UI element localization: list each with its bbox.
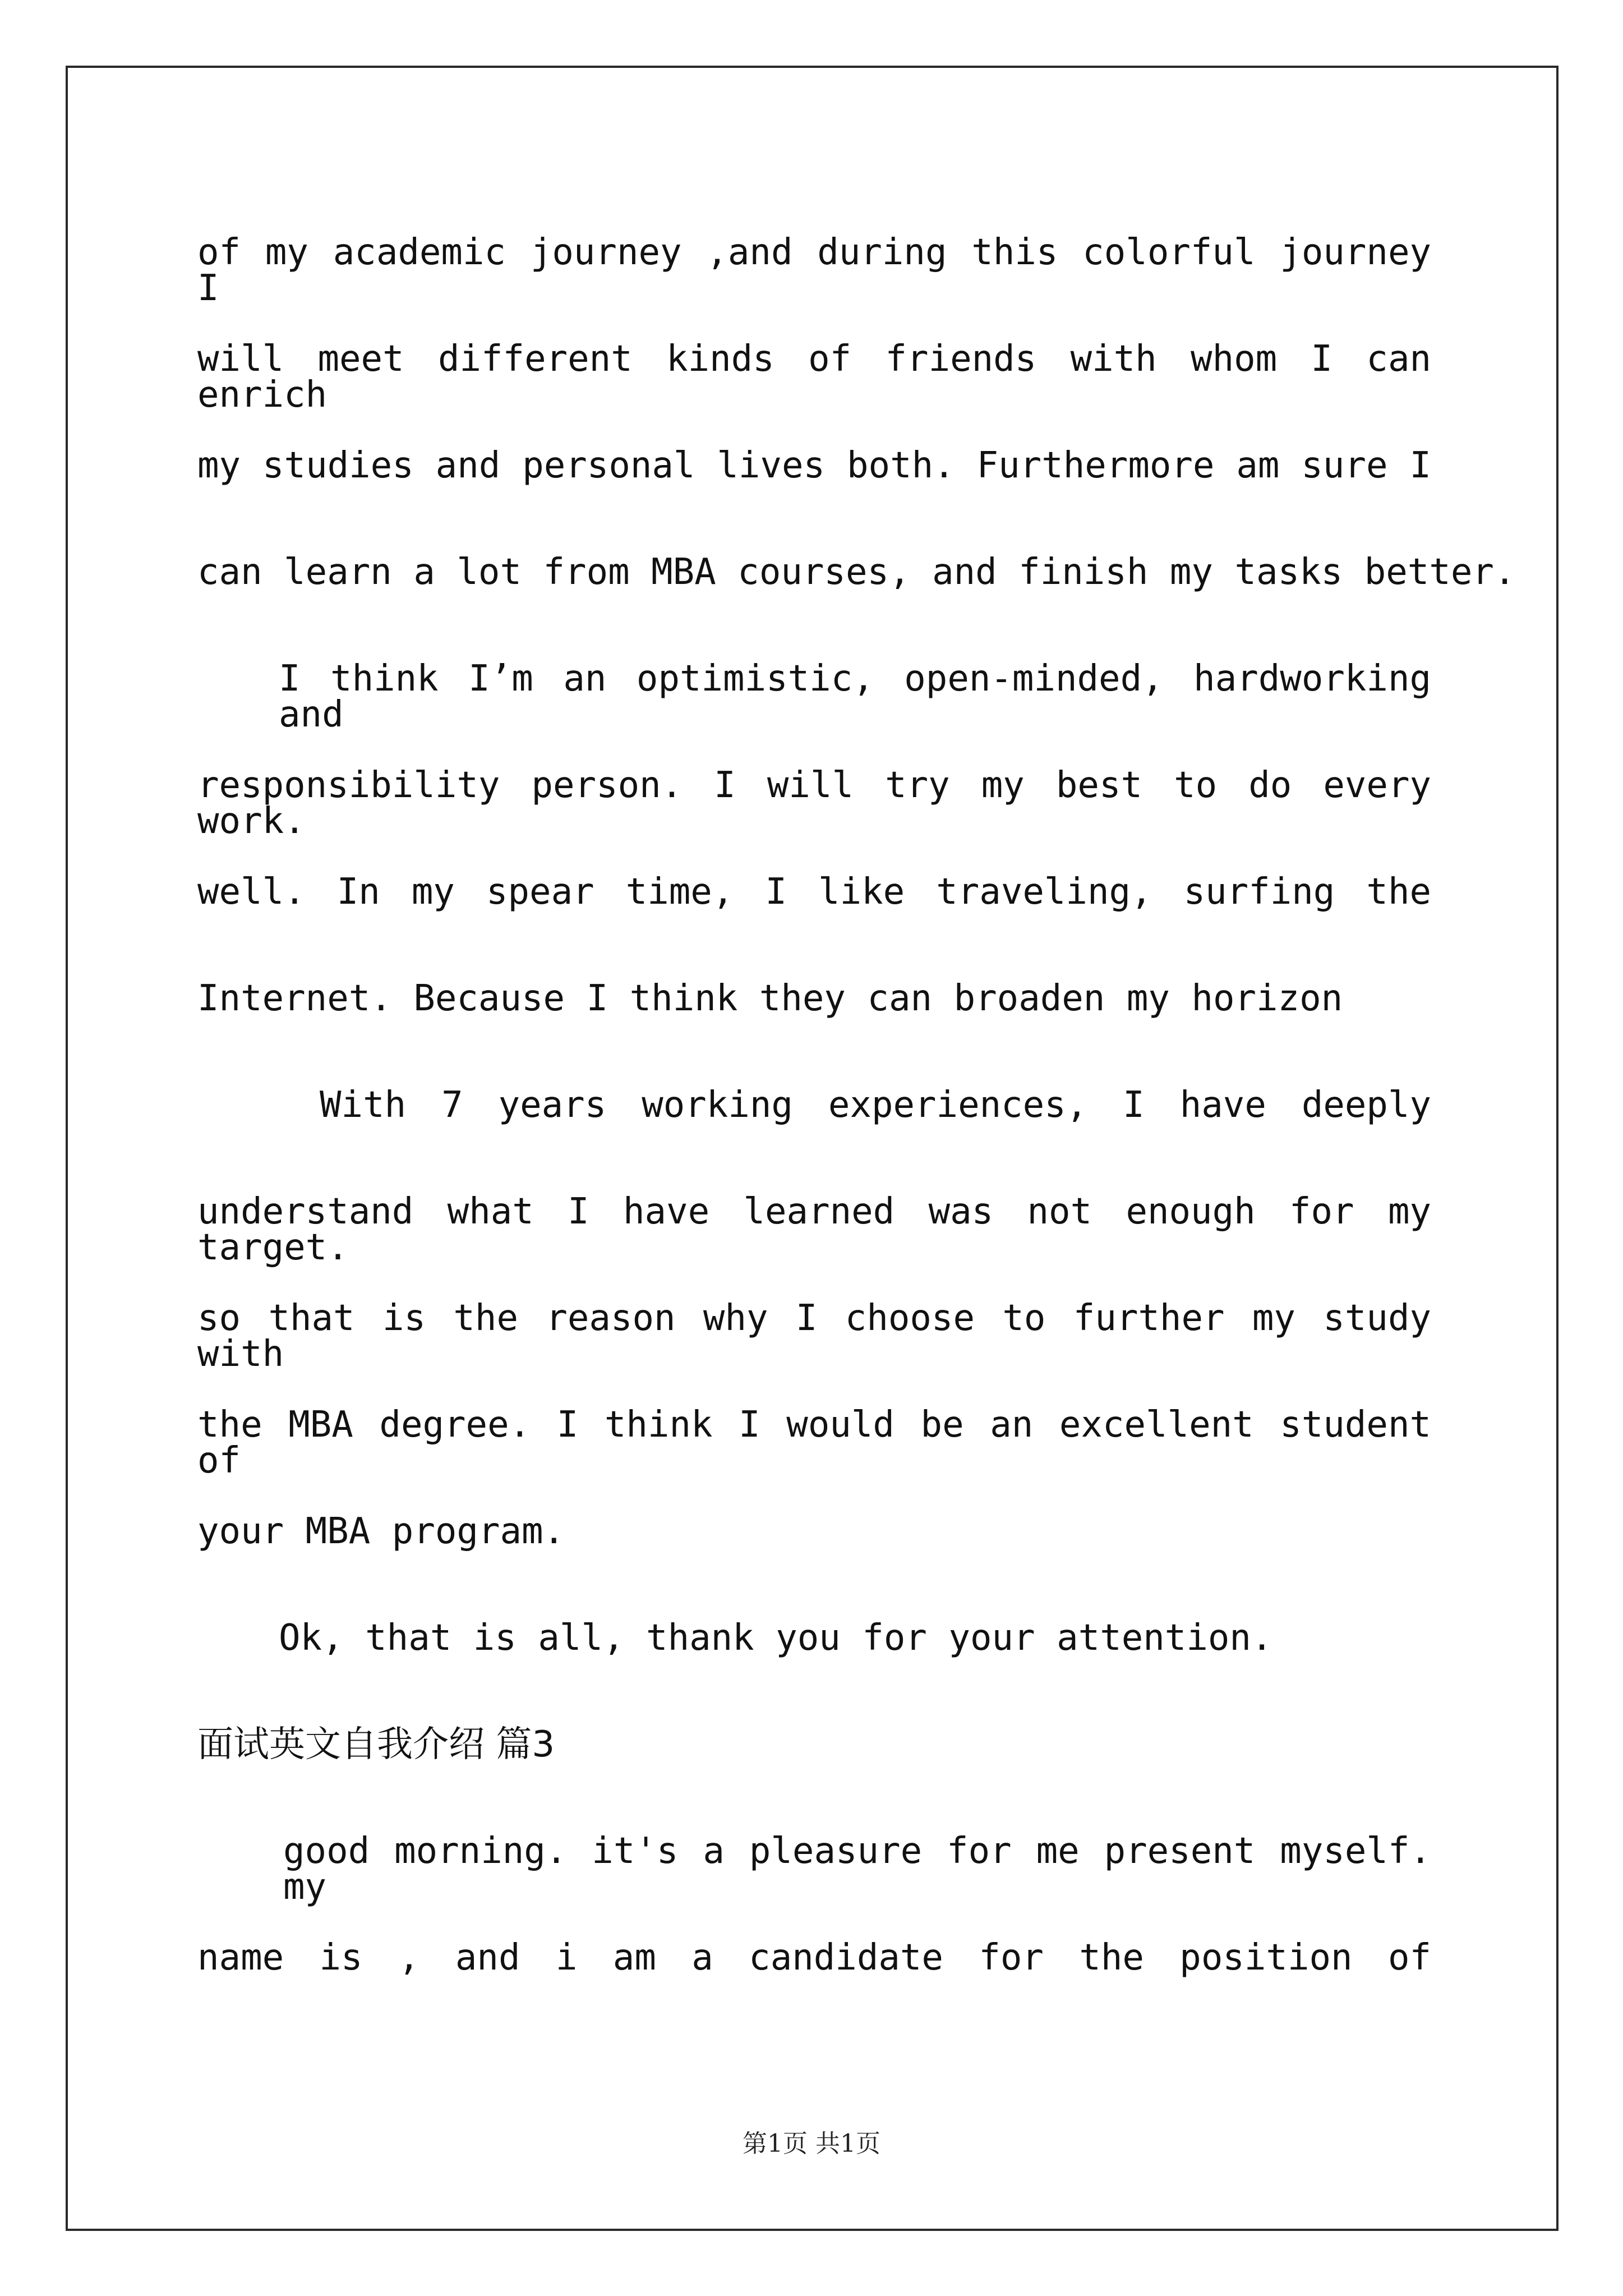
body-text-line: Internet. Because I think they can broaden my horizon — [197, 978, 1343, 1019]
body-text-line: Ok, that is all, thank you for your attention. — [279, 1617, 1273, 1659]
body-text-line: the MBA degree. I think I would be an excellent student of — [197, 1404, 1431, 1481]
section-heading: 面试英文自我介绍 篇3 — [197, 1724, 555, 1765]
page-number-footer: 第1页 共1页 — [743, 2129, 880, 2158]
body-text-line: good morning. it's a pleasure for me present myself. my — [283, 1830, 1431, 1908]
body-text-line: can learn a lot from MBA courses, and finish my tasks better. — [197, 551, 1516, 593]
body-text-line: will meet different kinds of friends with whom I can enrich — [197, 338, 1431, 416]
body-text-line: your MBA program. — [197, 1511, 565, 1552]
body-text-line: understand what I have learned was not enough for my target. — [197, 1191, 1431, 1268]
body-text-line: my studies and personal lives both. Furthermore am sure I — [197, 445, 1431, 486]
body-text-line: I think I’m an optimistic, open-minded, hardworking and — [279, 658, 1431, 735]
body-text-line: well. In my spear time, I like traveling, surfing the — [197, 871, 1431, 913]
body-text-line: responsibility person. I will try my best to do every work. — [197, 765, 1431, 842]
body-text-line: name is , and i am a candidate for the position of — [197, 1937, 1431, 1978]
body-text-line: of my academic journey ,and during this colorful journey I — [197, 232, 1431, 309]
body-text-line: so that is the reason why I choose to further my study with — [197, 1297, 1431, 1375]
body-text-line: With 7 years working experiences, I have deeply — [320, 1084, 1431, 1126]
